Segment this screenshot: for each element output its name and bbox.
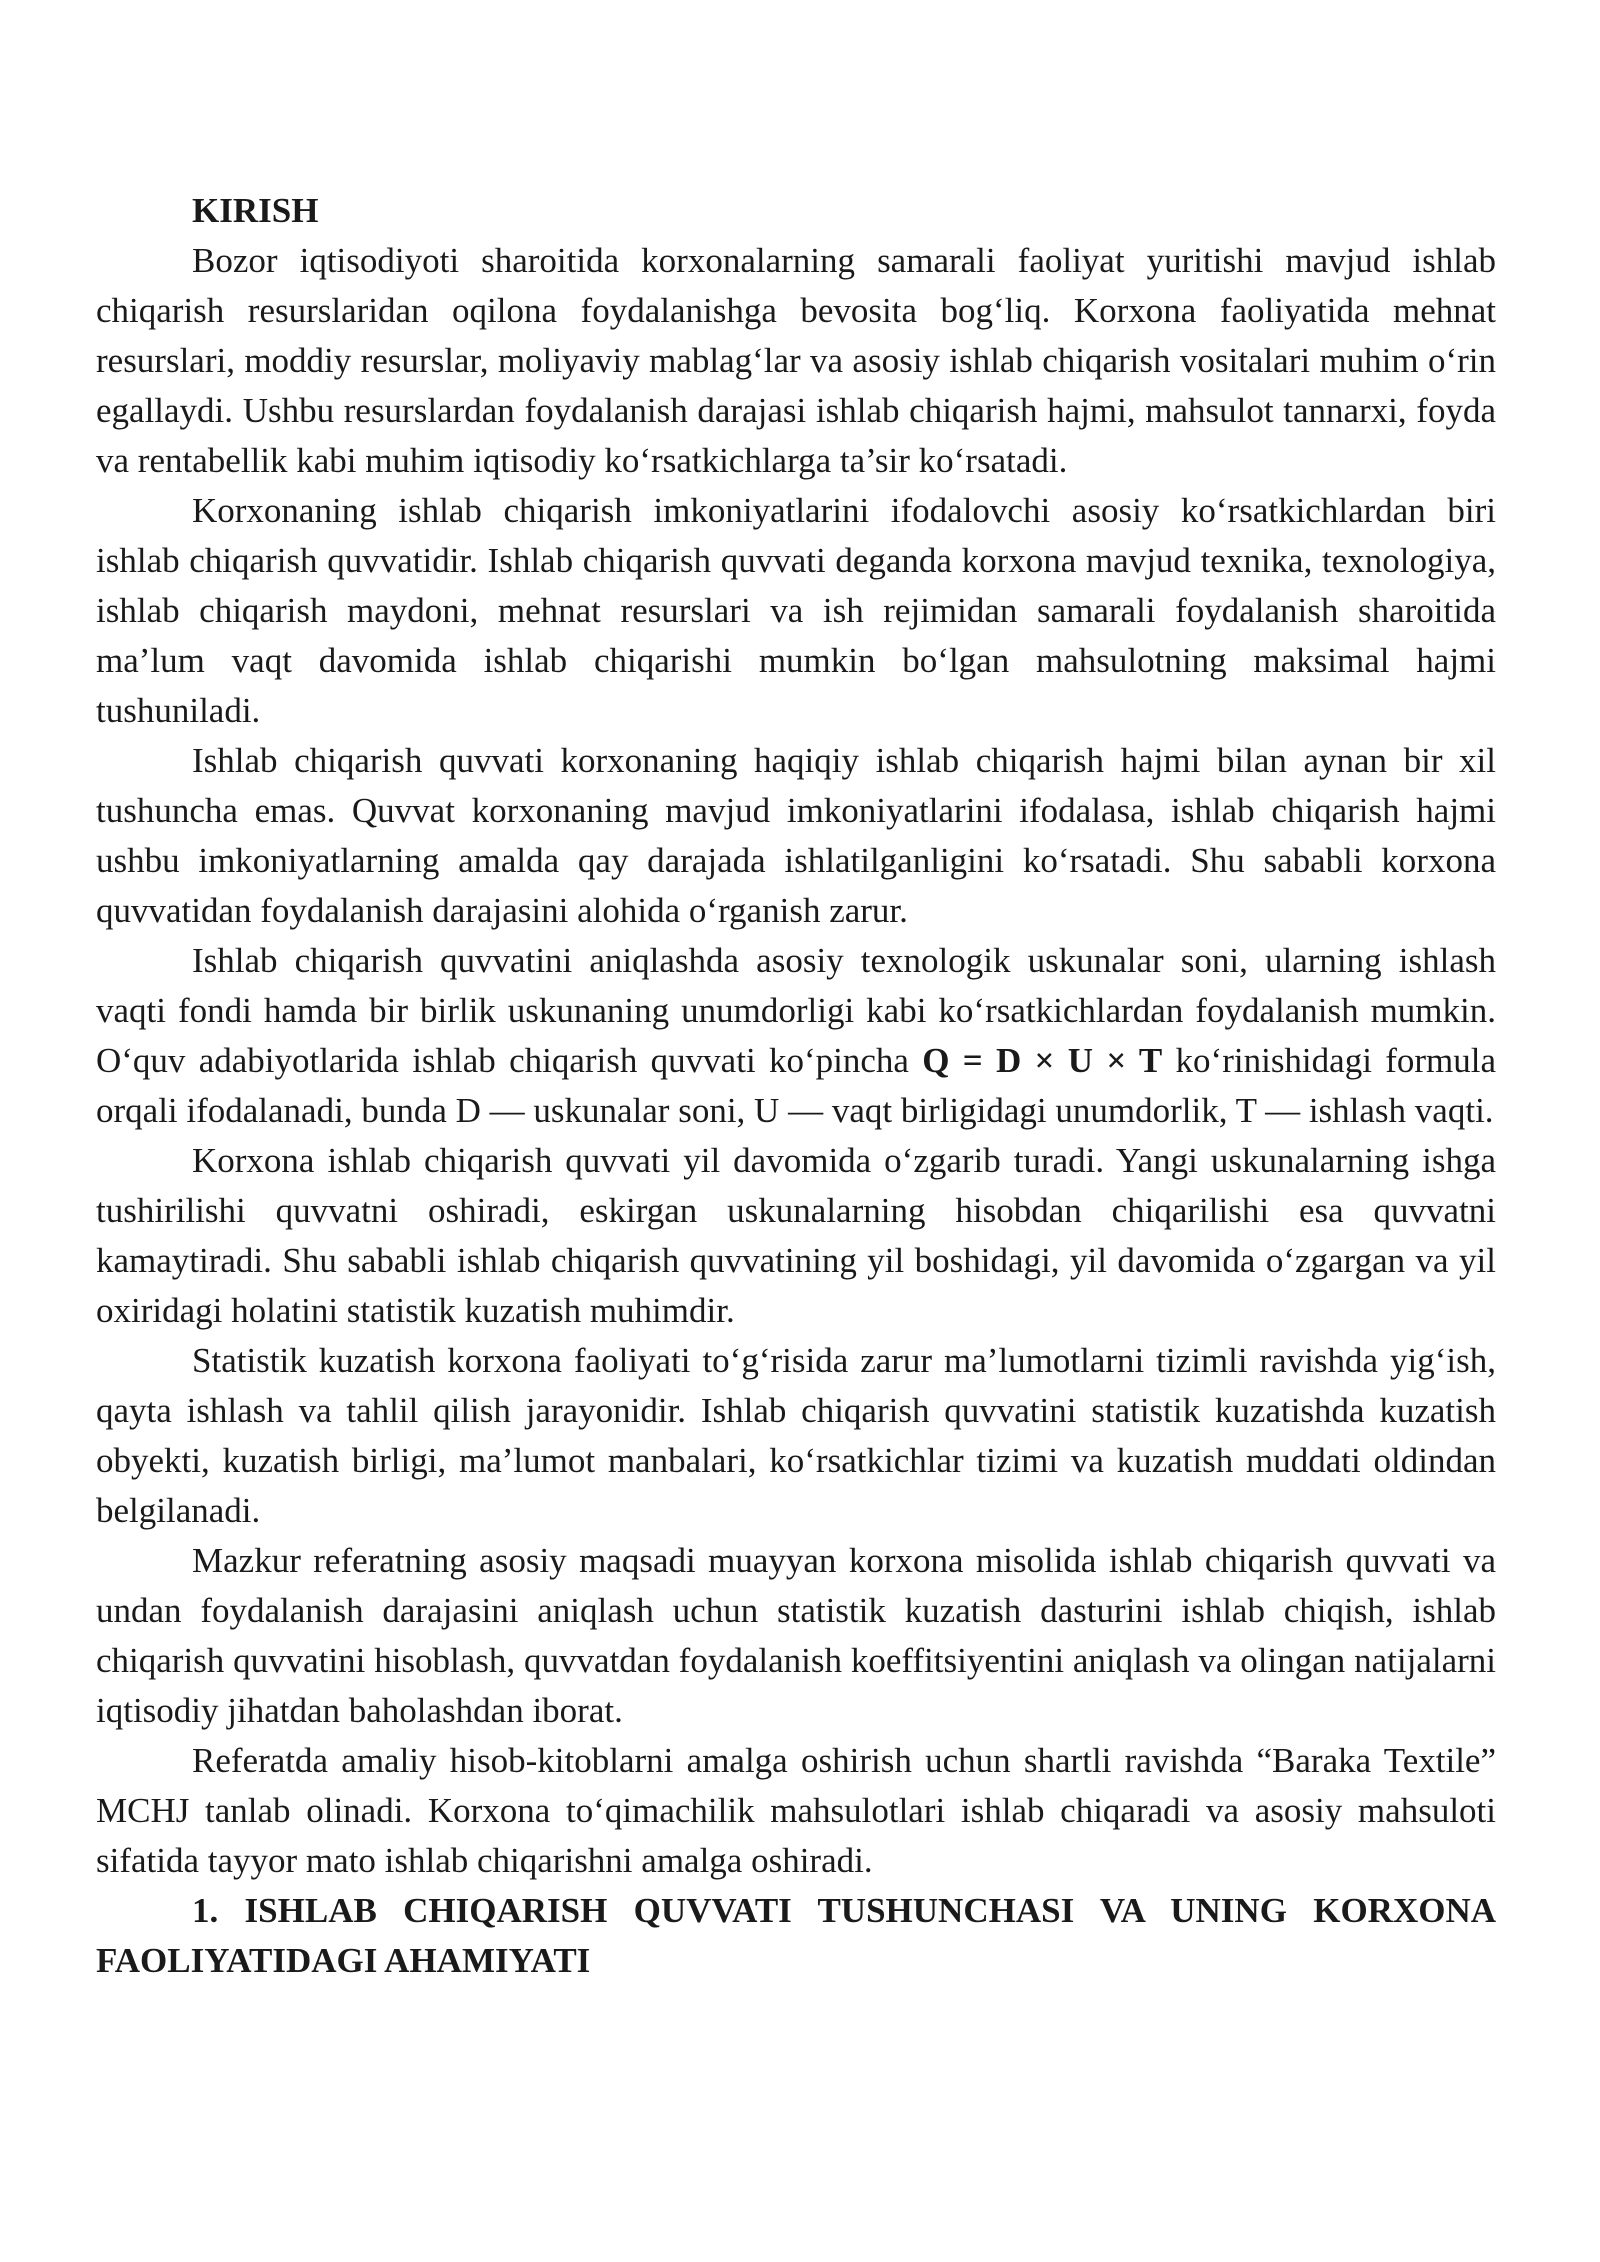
paragraph-2: Korxonaning ishlab chiqarish imkoniyatlarini ifodalovchi asosiy ko‘rsatkichlardan biri ishlab chiqarish quvvatidir. Ishlab chiqarish quvvati deganda korxona mavjud texnika, texnologiya, ishlab chiqarish maydoni, mehnat resurslari va ish rejimidan samarali foydalanish sharoitida ma’lum vaqt davomida ishlab chiqarishi mumkin bo‘lgan mahsulotning maksimal hajmi tushuniladi.: [96, 491, 1496, 730]
paragraph-7: Mazkur referatning asosiy maqsadi muayyan korxona misolida ishlab chiqarish quvvati va undan foydalanish darajasini aniqlash uchun statistik kuzatish dasturini ishlab chiqish, ishlab chiqarish quvvatini hisoblash, quvvatdan foydalanish koeffitsiyentini aniqlash va olingan natijalarni iqtisodiy jihatdan baholashdan iborat.: [96, 1541, 1496, 1730]
paragraph-8: Referatda amaliy hisob-kitoblarni amalga oshirish uchun shartli ravishda “Baraka Textile” MCHJ tanlab olinadi. Korxona to‘qimachilik mahsulotlari ishlab chiqaradi va asosiy mahsuloti sifatida tayyor mato ishlab chiqarishni amalga oshiradi.: [96, 1741, 1496, 1880]
document-page: [96, 186, 1496, 1986]
paragraph-6: Statistik kuzatish korxona faoliyati to‘g‘risida zarur ma’lumotlarni tizimli ravishda yig‘ish, qayta ishlash va tahlil qilish jarayonidir. Ishlab chiqarish quvvatini statistik kuzatishda kuzatish obyekti, kuzatish birligi, ma’lumot manbalari, ko‘rsatkichlar tizimi va kuzatish muddati oldindan belgilanadi.: [96, 1341, 1496, 1530]
paragraph-formula: [96, 936, 1496, 1136]
formula-text-before: Ishlab chiqarish quvvatini aniqlashda asosiy texnologik uskunalar soni, ularning ishlash vaqti fondi hamda bir birlik uskunaning unumdorligi kabi ko‘rsatkichlardan foydalanish mumkin. O‘quv adabiyotlarida ishlab chiqarish quvvati ko‘pincha: [96, 941, 1496, 1080]
capacity-formula: Q = D × U × T: [922, 1041, 1163, 1080]
section-1-heading: 1. ISHLAB CHIQARISH QUVVATI TUSHUNCHASI VA UNING KORXONA FAOLIYATIDAGI AHAMIYATI: [96, 1891, 1496, 1980]
introduction-heading: KIRISH: [192, 191, 319, 230]
paragraph-1: Bozor iqtisodiyoti sharoitida korxonalarning samarali faoliyat yuritishi mavjud ishlab chiqarish resurslaridan oqilona foydalanishga bevosita bog‘liq. Korxona faoliyatida mehnat resurslari, moddiy resurslar, moliyaviy mablag‘lar va asosiy ishlab chiqarish vositalari muhim o‘rin egallaydi. Ushbu resurslardan foydalanish darajasi ishlab chiqarish hajmi, mahsulot tannarxi, foyda va rentabellik kabi muhim iqtisodiy ko‘rsatkichlarga ta’sir ko‘rsatadi.: [96, 241, 1496, 480]
paragraph-3: Ishlab chiqarish quvvati korxonaning haqiqiy ishlab chiqarish hajmi bilan aynan bir xil tushuncha emas. Quvvat korxonaning mavjud imkoniyatlarini ifodalasa, ishlab chiqarish hajmi ushbu imkoniyatlarning amalda qay darajada ishlatilganligini ko‘rsatadi. Shu sababli korxona quvvatidan foydalanish darajasini alohida o‘rganish zarur.: [96, 741, 1496, 930]
paragraph-5: Korxona ishlab chiqarish quvvati yil davomida o‘zgarib turadi. Yangi uskunalarning ishga tushirilishi quvvatni oshiradi, eskirgan uskunalarning hisobdan chiqarilishi esa quvvatni kamaytiradi. Shu sababli ishlab chiqarish quvvatining yil boshidagi, yil davomida o‘zgargan va yil oxiridagi holatini statistik kuzatish muhimdir.: [96, 1141, 1496, 1330]
formula-text-after: ko‘rinishidagi formula orqali ifodalanadi, bunda D — uskunalar soni, U — vaqt birligidagi unumdorlik, T — ishlash vaqti.: [96, 1041, 1497, 1130]
